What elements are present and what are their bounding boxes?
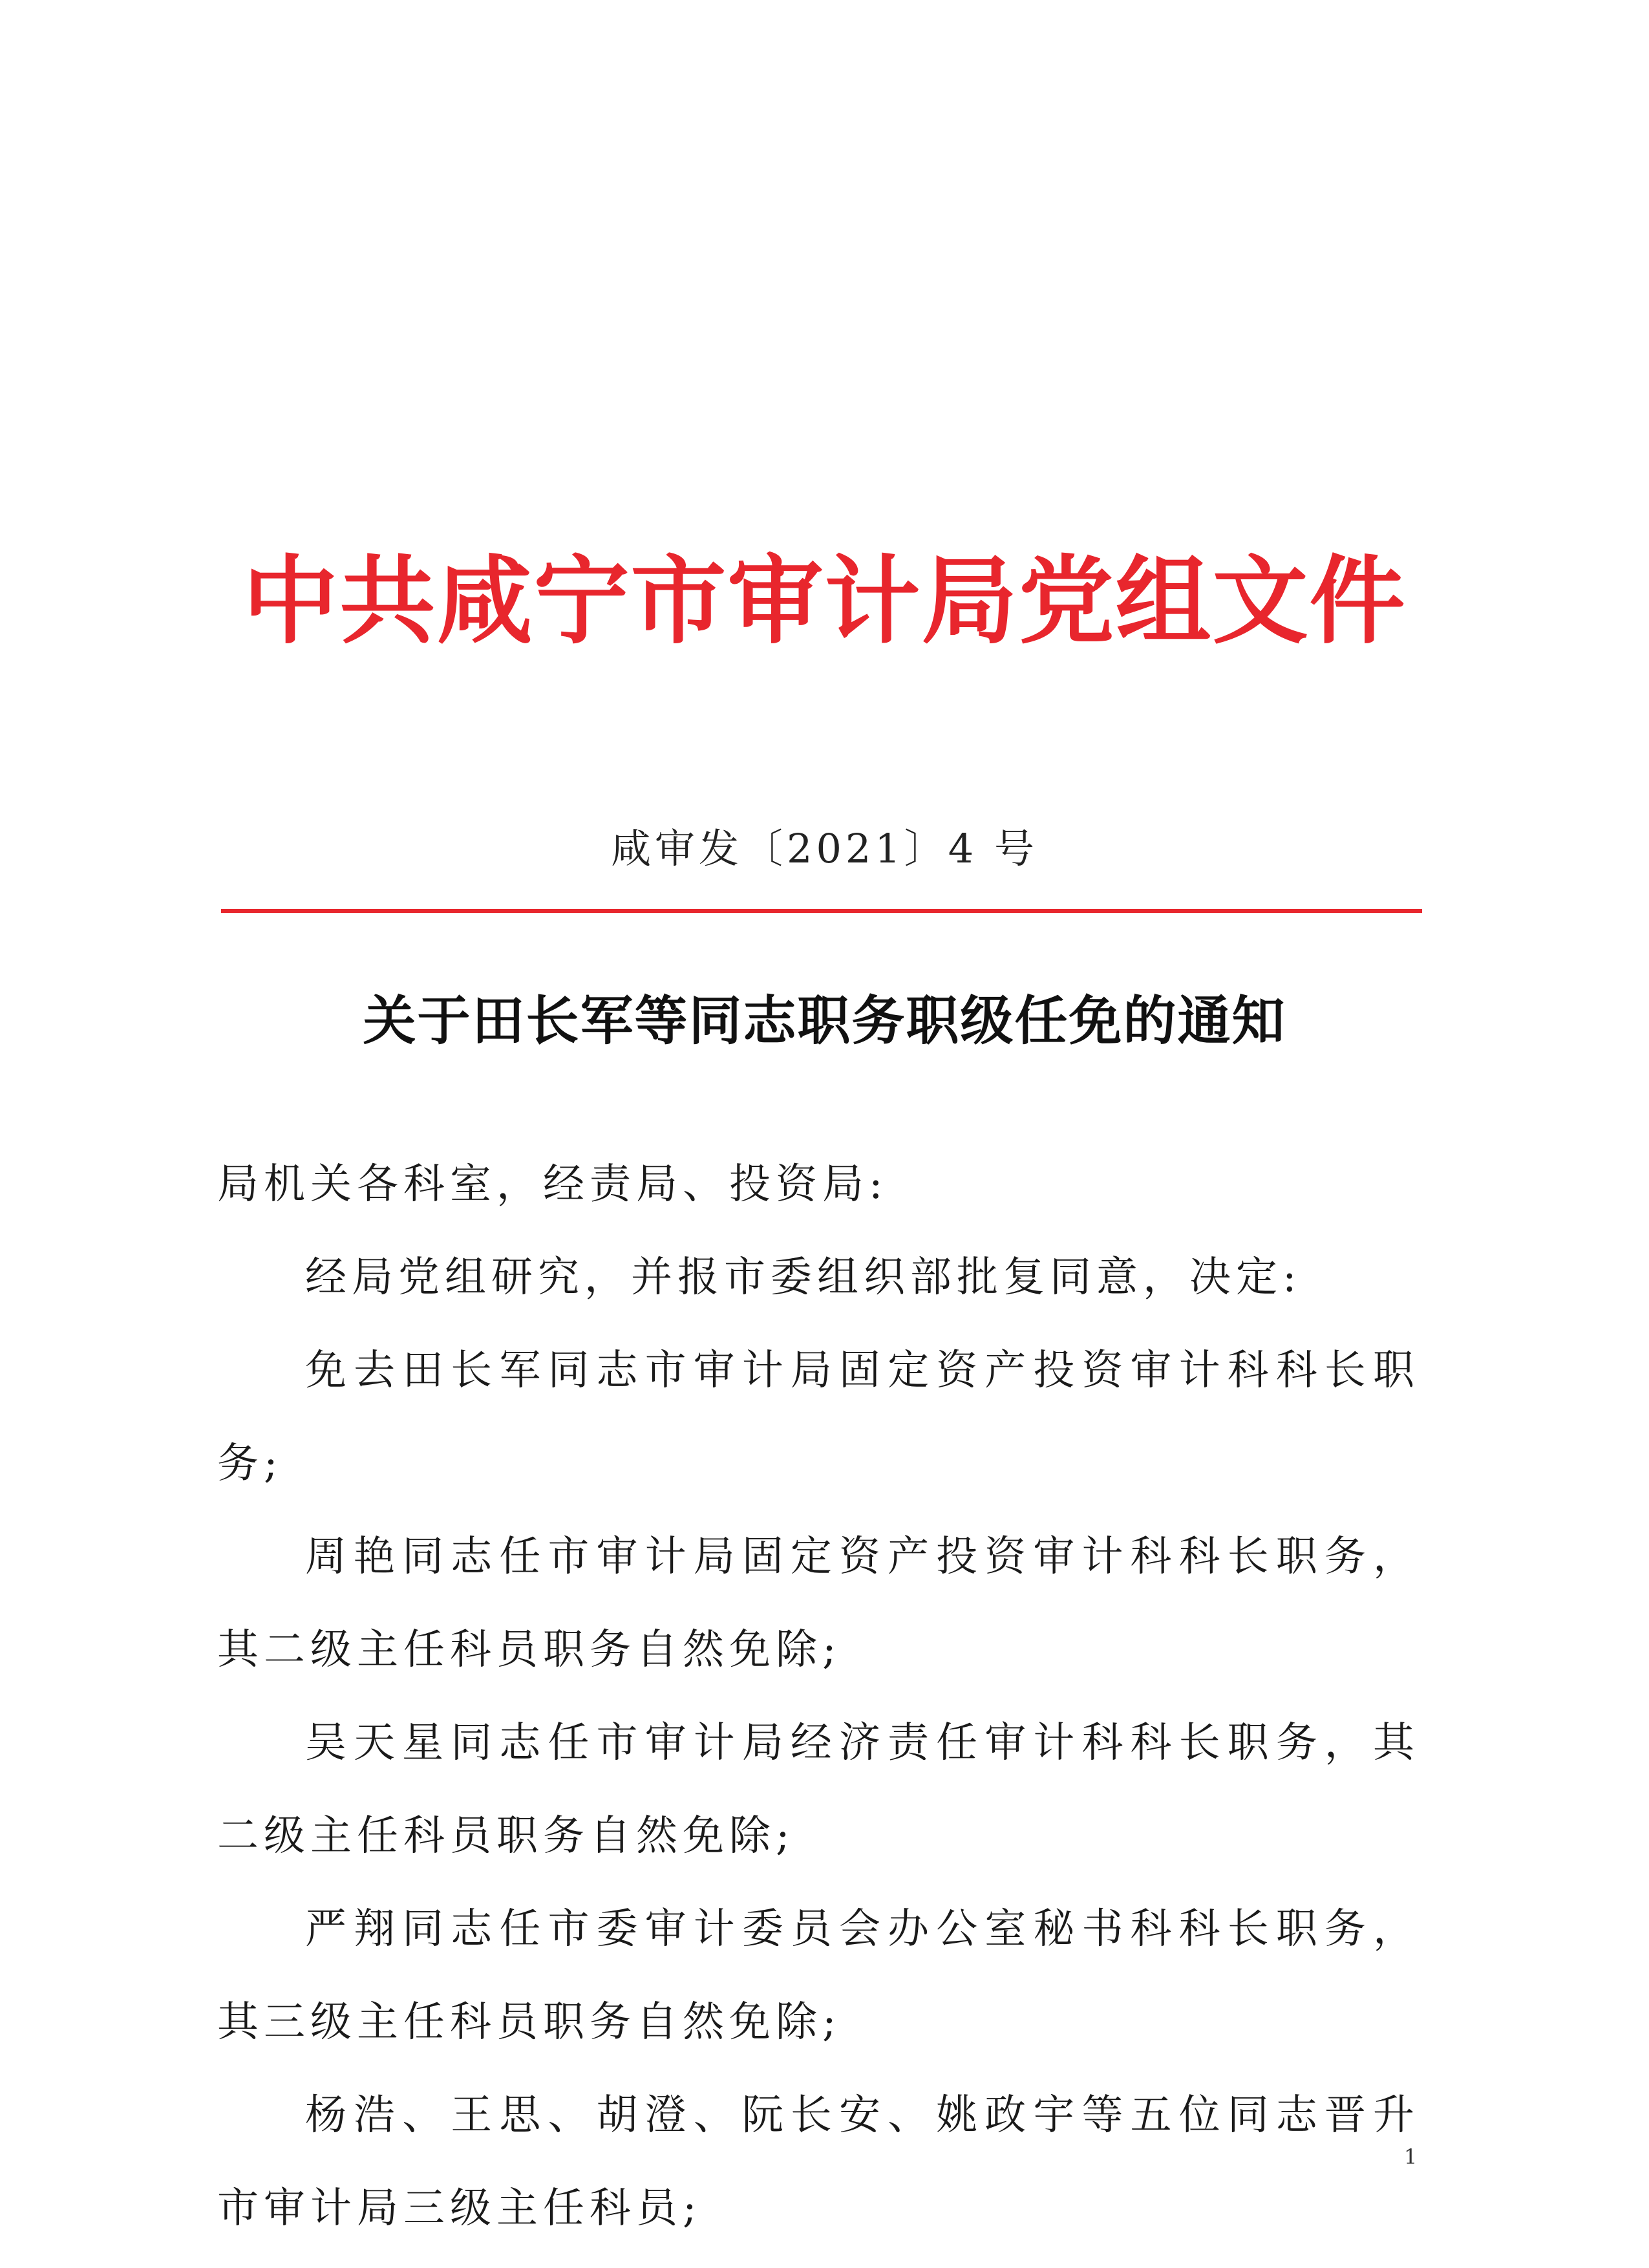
body-paragraph: 严翔同志任市委审计委员会办公室秘书科科长职务，其三级主任科员职务自然免除; [217,1905,1420,2046]
addressee-line: 局机关各科室，经责局、投资局: [217,1161,888,1208]
page-number: 1 [1404,2145,1418,2169]
body-paragraph: 吴天星同志任市审计局经济责任审计科科长职务，其二级主任科员职务自然免除; [217,1719,1420,1860]
document-body [217,1231,1420,2255]
body-paragraph: 周艳同志任市审计局固定资产投资审计科科长职务，其二级主任科员职务自然免除; [217,1533,1420,1674]
body-paragraph: 杨浩、王思、胡澄、阮长安、姚政宇等五位同志晋升市审计局三级主任科员; [217,2091,1420,2232]
red-separator-line [221,909,1422,913]
document-title: 关于田长军等同志职务职级任免的通知 [363,990,1286,1052]
body-paragraph: 免去田长军同志市审计局固定资产投资审计科科长职务; [217,1347,1420,1488]
body-paragraph: 经局党组研究，并报市委组织部批复同意，决定: [305,1254,1302,1301]
document-masthead: 中共咸宁市审计局党组文件 [242,546,1407,657]
document-number: 咸审发〔2021〕4 号 [611,825,1038,872]
